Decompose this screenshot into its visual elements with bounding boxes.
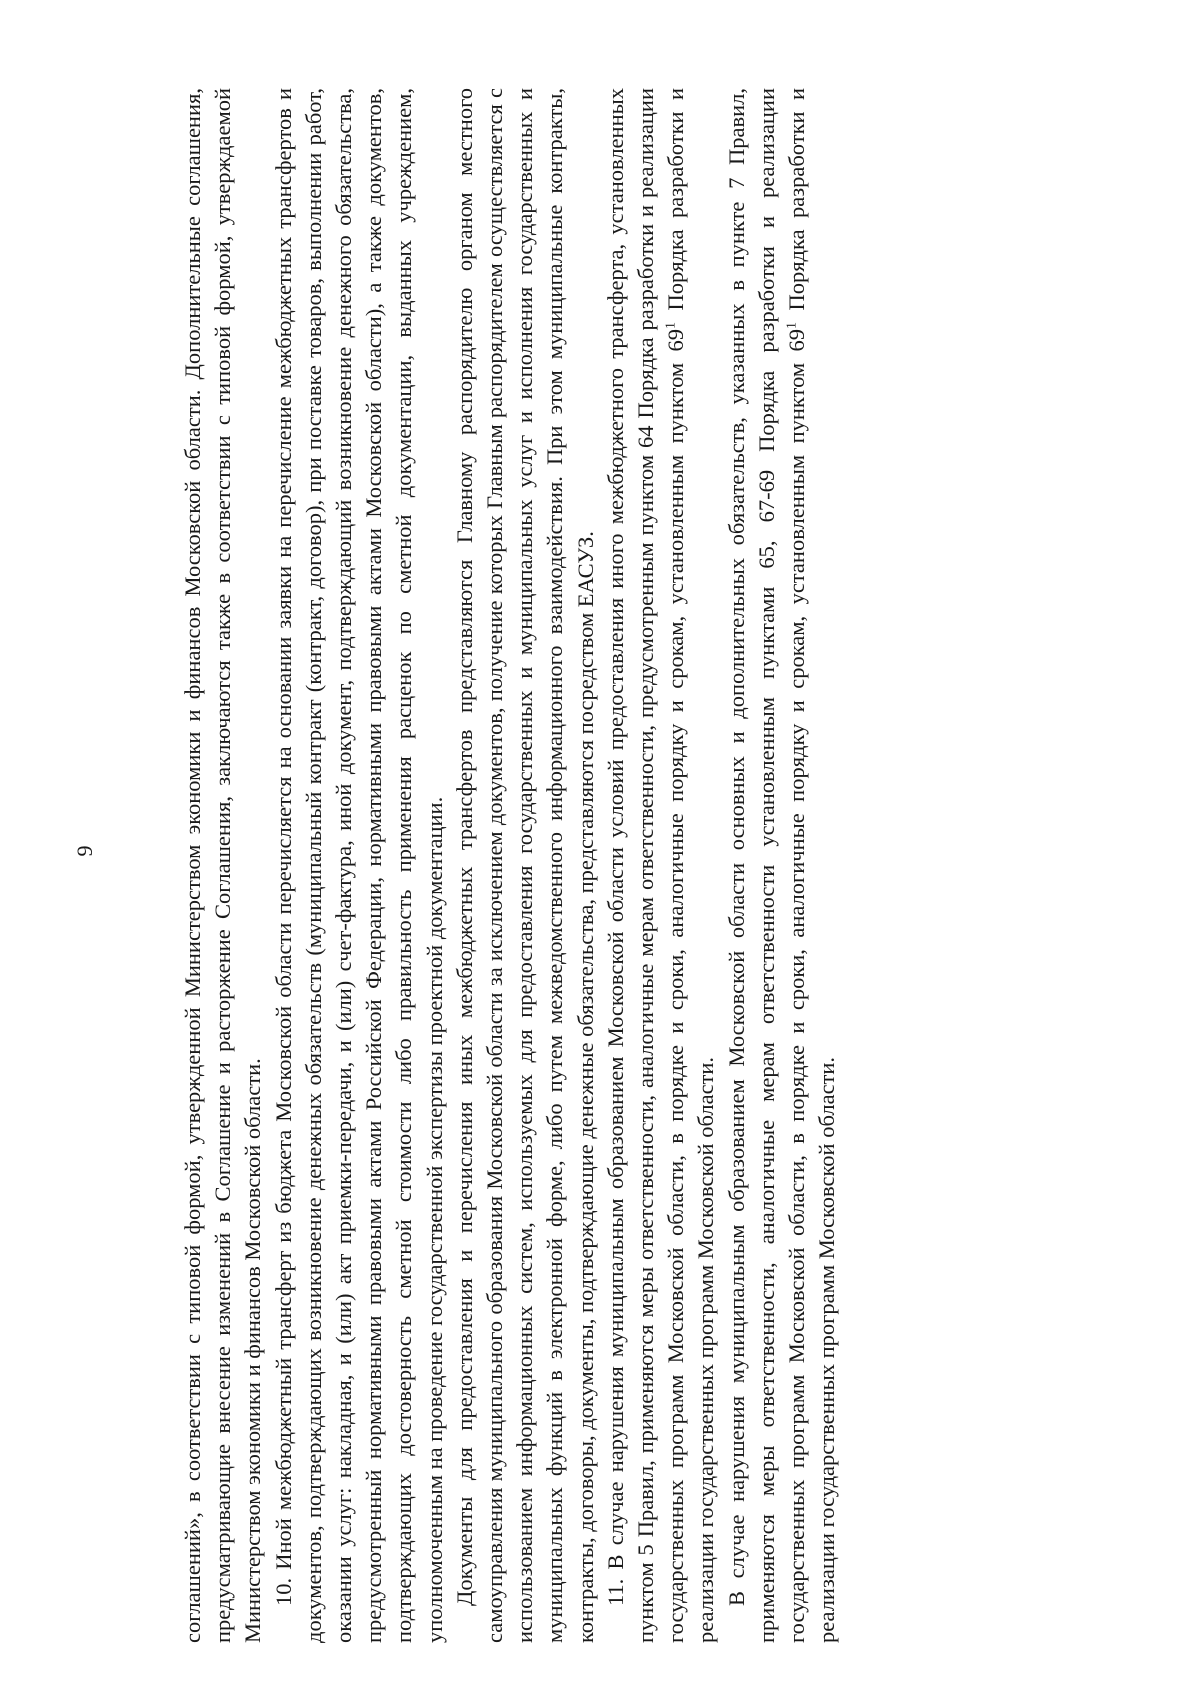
page-number: 9 <box>72 845 97 857</box>
paragraph-text: Порядка разработки и реализации государственных программ Московской области. <box>663 88 719 1643</box>
superscript: 1 <box>663 321 679 329</box>
superscript: 1 <box>784 321 800 329</box>
paragraph-text: 11. В случае нарушения муниципальным образованием Московской области условий предоставления иного межбюджетного трансферта, установленных пунктом 5 Правил, применяются меры ответственности, аналогичные мерам ответственности, предусмотренным пунктом 64 Порядка разработки и реализации государственных программ Московской области, в порядке и сроки, аналогичные порядку и срокам, установленным пунктом 69 <box>602 88 689 1643</box>
paragraph-text: Документы для предоставления и перечисления иных межбюджетных трансфертов представляются Главному распорядителю органом местного самоуправления муниципального образования Московской области за исключением документов, получение которых Главным распорядителем осуществляется с использованием информационных систем, используемых для предоставления государственных и муниципальных услуг и исполнения государственных и муниципальных функций в электронной форме, либо путем межведомственного информационного взаимодействия. При этом муниципальные контракты, контракты, договоры, документы, подтверждающие денежные обязательства, представляются посредством ЕАСУЗ. <box>451 88 598 1643</box>
paragraph-documents <box>450 88 601 1643</box>
paragraph-10 <box>269 88 450 1643</box>
paragraph-violation <box>722 88 843 1643</box>
paragraph-text: соглашений», в соответствии с типовой формой, утвержденной Министерством экономики и финансов Московской области. Дополнительные соглашения, предусматривающие внесение изменений в Соглашение и расторжение Соглашения, заключаются также в соответствии с типовой формой, утверждаемой Министерством экономики и финансов Московской области. <box>180 88 266 1643</box>
paragraph-text: Порядка разработки и реализации государственных программ Московской области. <box>784 88 840 1643</box>
paragraph-text: В случае нарушения муниципальным образованием Московской области основных и дополнительных обязательств, указанных в пункте 7 Правил, применяются меры ответственности, аналогичные мерам ответственности установленным пунктами 65, 67-69 Порядка разработки и реализации государственных программ Московской области, в порядке и сроки, аналогичные порядку и срокам, установленным пунктом 69 <box>723 88 810 1643</box>
paragraph-text: 10. Иной межбюджетный трансферт из бюджета Московской области перечисляется на основании заявки на перечисление межбюджетных трансфертов и документов, подтверждающих возникновение денежных обязательств (муниципальный контракт (контракт, договор), при поставке товаров, выполнении работ, оказании услуг: накладная, и (или) акт приемки-передачи, и (или) счет-фактура, иной документ, подтверждающий возникновение денежного обязательства, предусмотренный нормативными правовыми актами Российской Федерации, нормативными правовыми актами Московской области), а также документов, подтверждающих достоверность сметной стоимости либо правильность применения расценок по сметной документации, выданных учреждением, уполномоченным на проведение государственной экспертизы проектной документации. <box>270 88 447 1643</box>
paragraph-11 <box>601 88 722 1643</box>
document-body <box>178 88 1058 1643</box>
paragraph-continuation <box>178 88 269 1643</box>
